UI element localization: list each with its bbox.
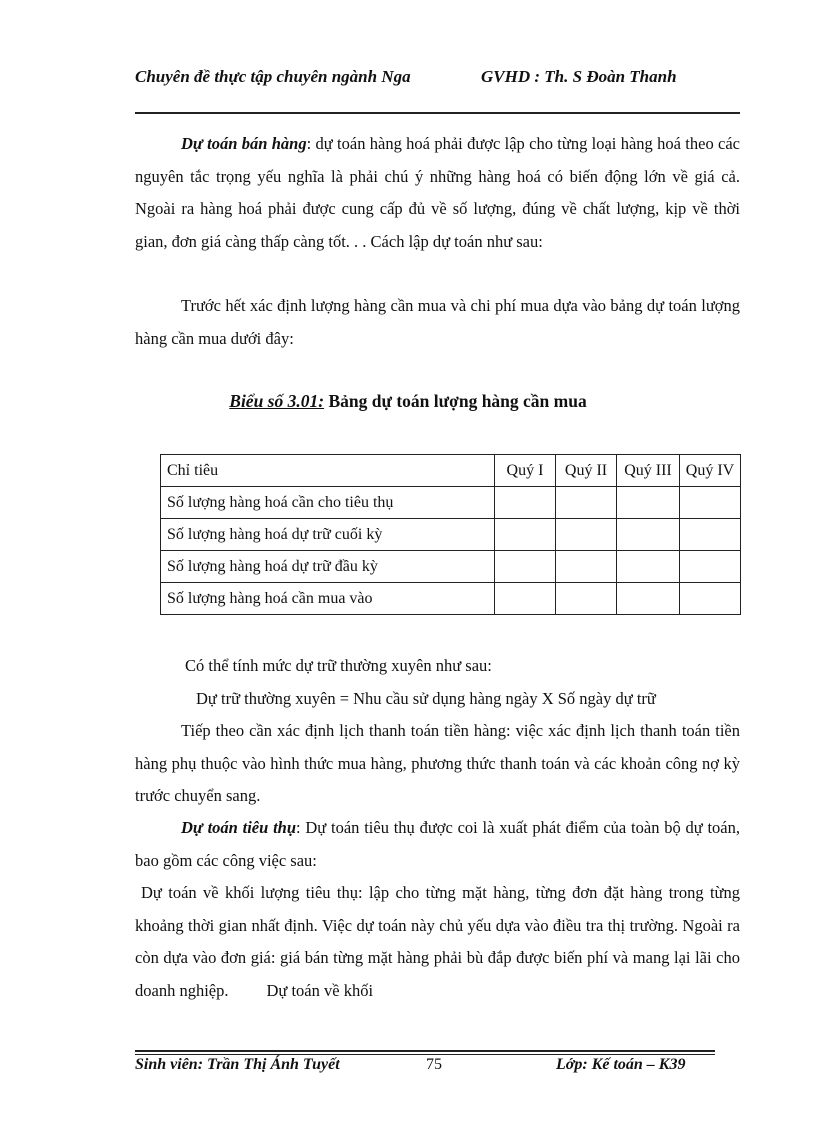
paragraph-volume-budget <box>135 877 740 1007</box>
row-label: Số lượng hàng hoá dự trữ đầu kỳ <box>161 551 495 583</box>
term-sales-budget: Dự toán bán hàng <box>181 134 307 153</box>
table-cell <box>680 551 741 583</box>
table-cell <box>556 519 617 551</box>
table-cell <box>495 551 556 583</box>
row-label: Số lượng hàng hoá cần cho tiêu thụ <box>161 487 495 519</box>
purchase-budget-table <box>160 454 741 615</box>
table-row <box>161 551 741 583</box>
table-cell <box>680 519 741 551</box>
row-label: Số lượng hàng hoá dự trữ cuối kỳ <box>161 519 495 551</box>
row-label: Số lượng hàng hoá cần mua vào <box>161 583 495 615</box>
table-cell <box>680 487 741 519</box>
table-row <box>161 487 741 519</box>
paragraph-volume-budget-tail: Dự toán về khối <box>266 980 374 1000</box>
table-cell <box>556 487 617 519</box>
table-row <box>161 519 741 551</box>
table-cell <box>556 583 617 615</box>
table-cell <box>617 583 680 615</box>
footer-rule-thick <box>135 1050 715 1052</box>
paragraph-reserve-intro: Có thể tính mức dự trữ thường xuyên như sau: <box>185 656 492 675</box>
paragraph-volume-budget-text: Dự toán về khối lượng tiêu thụ: lập cho từng mặt hàng, từng đơn đặt hàng trong từng khoảng thời gian nhất định. Việc dự toán này chủ yếu dựa vào điều tra thị trường. Ngoài ra còn dựa vào đơn giá: giá bán từng mặt hàng phải bù đắp được biến phí và mang lại lãi cho doanh nghiệp. <box>135 883 740 1000</box>
footer-student: Sinh viên: Trần Thị Ánh Tuyết <box>135 1056 340 1073</box>
footer-rule-thin <box>135 1054 715 1055</box>
caption-title: Bảng dự toán lượng hàng cần mua <box>324 391 587 411</box>
table-cell <box>617 551 680 583</box>
paragraph-consumption-budget <box>135 812 740 877</box>
table-cell <box>495 519 556 551</box>
footer-class: Lớp: Kế toán – K39 <box>556 1056 686 1073</box>
paragraph-sales-budget-text: : dự toán hàng hoá phải được lập cho từng loại hàng hoá theo các nguyên tắc trọng yếu nghĩa là phải chú ý những hàng hoá có biến động lớn về giá cả. Ngoài ra hàng hoá phải được cung cấp đủ về số lượng, đúng về chất lượng, kịp về thời gian, đơn giá càng thấp càng tốt. . . Cách lập dự toán như sau: <box>135 134 740 251</box>
table-row <box>161 583 741 615</box>
paragraph-sales-budget <box>135 128 740 258</box>
table-cell <box>495 487 556 519</box>
reserve-formula: Dự trữ thường xuyên = Nhu cầu sử dụng hàng ngày X Số ngày dự trữ <box>196 689 656 708</box>
paragraph-consumption-budget-text: : Dự toán tiêu thụ được coi là xuất phát điểm của toàn bộ dự toán, bao gồm các công việc sau: <box>135 818 741 870</box>
table-cell <box>617 487 680 519</box>
table-cell <box>495 583 556 615</box>
table-caption <box>0 391 816 412</box>
paragraph-payment-schedule: Tiếp theo cần xác định lịch thanh toán tiền hàng: việc xác định lịch thanh toán tiền hàng phụ thuộc vào hình thức mua hàng, phương thức thanh toán và các khoản công nợ kỳ trước chuyển sang. <box>135 721 740 805</box>
col-header-q2: Quý II <box>556 455 617 487</box>
header-supervisor: GVHD : Th. S Đoàn Thanh <box>481 67 677 86</box>
col-header-q3: Quý III <box>617 455 680 487</box>
paragraph-purchase-intro: Trước hết xác định lượng hàng cần mua và chi phí mua dựa vào bảng dự toán lượng hàng cần mua dưới đây: <box>135 296 740 348</box>
page-number: 75 <box>426 1056 442 1073</box>
caption-label: Biểu số 3.01: <box>229 391 325 411</box>
col-header-q1: Quý I <box>495 455 556 487</box>
table-header-row <box>161 455 741 487</box>
table-cell <box>617 519 680 551</box>
col-header-indicator: Chỉ tiêu <box>161 455 495 487</box>
table-cell <box>680 583 741 615</box>
page-header <box>135 66 740 114</box>
term-consumption-budget: Dự toán tiêu thụ <box>181 818 297 837</box>
table-cell <box>556 551 617 583</box>
footer-divider <box>135 1050 715 1055</box>
col-header-q4: Quý IV <box>680 455 741 487</box>
header-title: Chuyên đề thực tập chuyên ngành Nga <box>135 67 411 86</box>
